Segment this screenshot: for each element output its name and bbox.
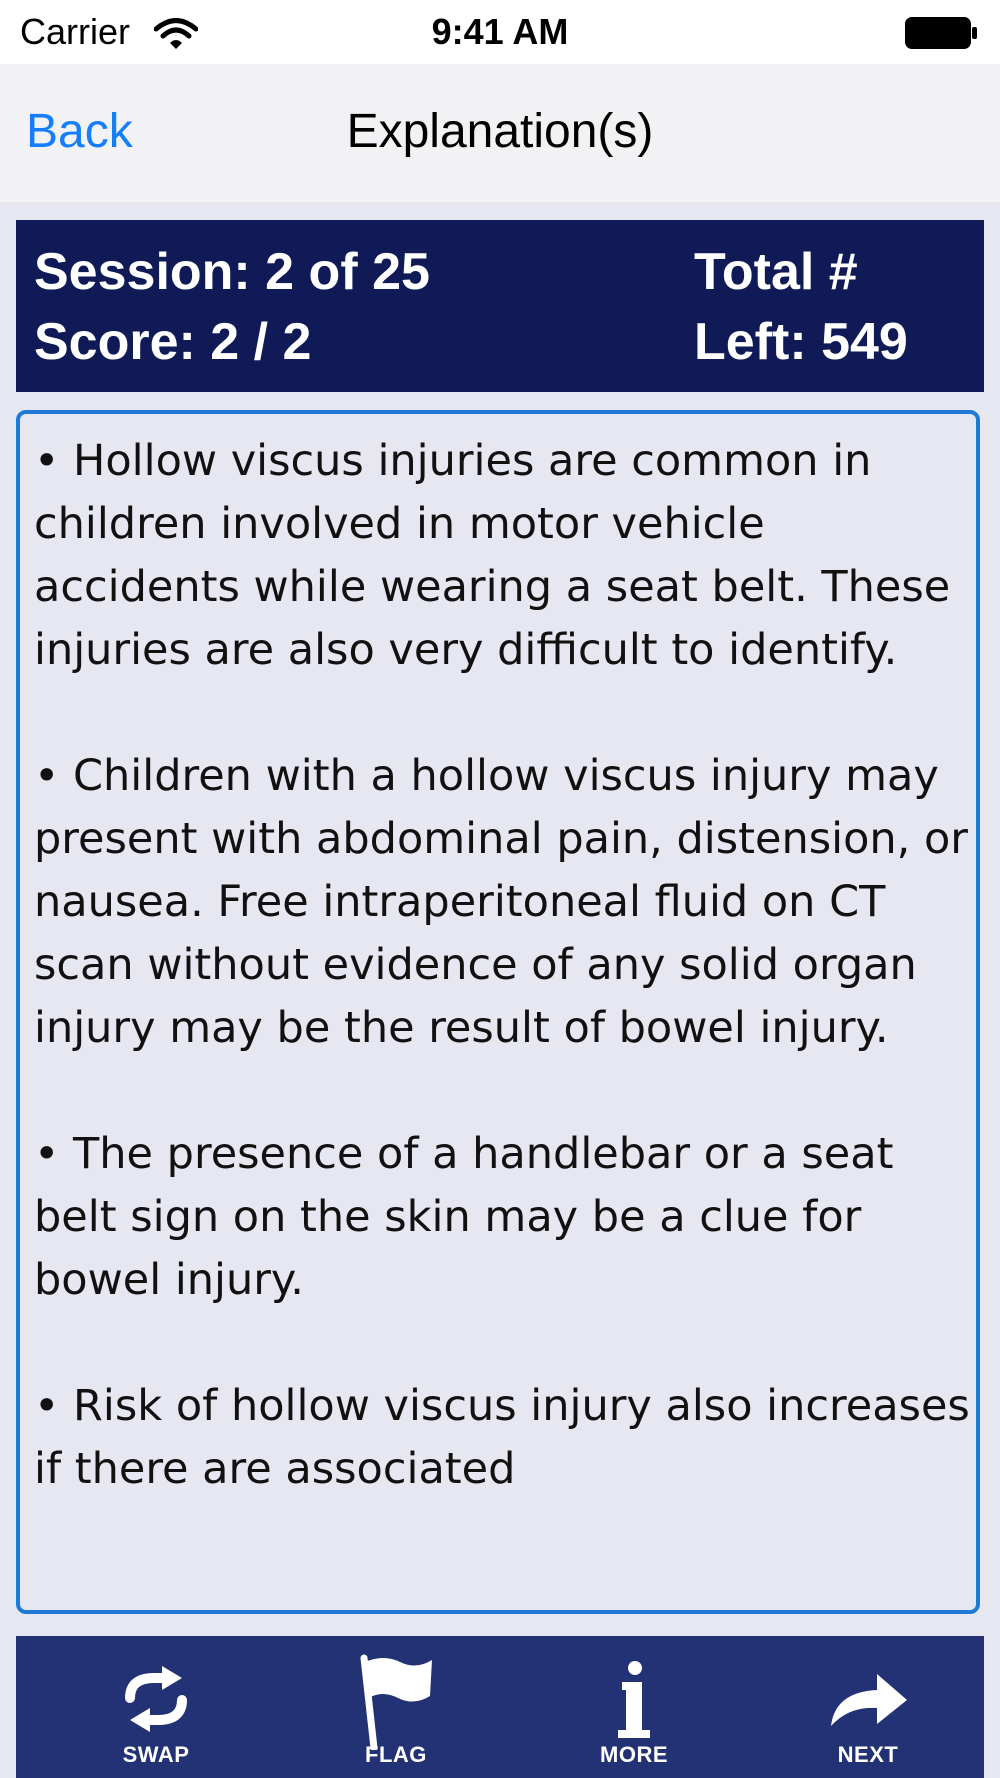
flag-icon: [356, 1654, 436, 1750]
total-label: Total #: [694, 243, 858, 301]
swap-button[interactable]: [56, 1636, 256, 1778]
session-counter: Session: 2 of 25: [34, 243, 430, 301]
flag-label: FLAG: [365, 1742, 427, 1767]
navigation-bar: [0, 64, 1000, 202]
explanation-paragraph: • Children with a hollow viscus injury may present with abdominal pain, distension, or nausea. Free intraperitoneal fluid on CT scan without evidence of any solid organ injury may be the result of bowel injury.: [34, 751, 968, 1053]
carrier-label: Carrier: [20, 11, 131, 52]
next-label: NEXT: [837, 1742, 899, 1767]
info-icon: [614, 1660, 654, 1740]
status-time: 9:41 AM: [431, 11, 569, 52]
more-button[interactable]: [534, 1636, 734, 1778]
swap-icon: [120, 1664, 192, 1734]
explanation-text: [34, 430, 980, 1564]
explanation-paragraph: • Hollow viscus injuries are common in children involved in motor vehicle accidents while wearing a seat belt. These injuries are also very difficult to identify.: [34, 436, 951, 675]
bottom-toolbar: [16, 1636, 984, 1778]
questions-left-counter: Left: 549: [694, 313, 908, 371]
explanation-scroll-view[interactable]: [16, 410, 980, 1614]
next-button[interactable]: [768, 1636, 968, 1778]
battery-icon: [904, 16, 978, 50]
score-panel: [16, 220, 984, 392]
next-arrow-icon: [827, 1666, 909, 1730]
swap-label: SWAP: [122, 1742, 190, 1767]
status-bar: [0, 0, 1000, 64]
explanation-paragraph: • The presence of a handlebar or a seat belt sign on the skin may be a clue for bowel injury.: [34, 1129, 894, 1305]
back-button[interactable]: Back: [26, 105, 133, 158]
page-title: Explanation(s): [346, 105, 654, 158]
score-counter: Score: 2 / 2: [34, 313, 312, 371]
explanation-paragraph: • Risk of hollow viscus injury also increases if there are associated: [34, 1381, 970, 1494]
flag-button[interactable]: [296, 1636, 496, 1778]
more-label: MORE: [600, 1742, 668, 1767]
